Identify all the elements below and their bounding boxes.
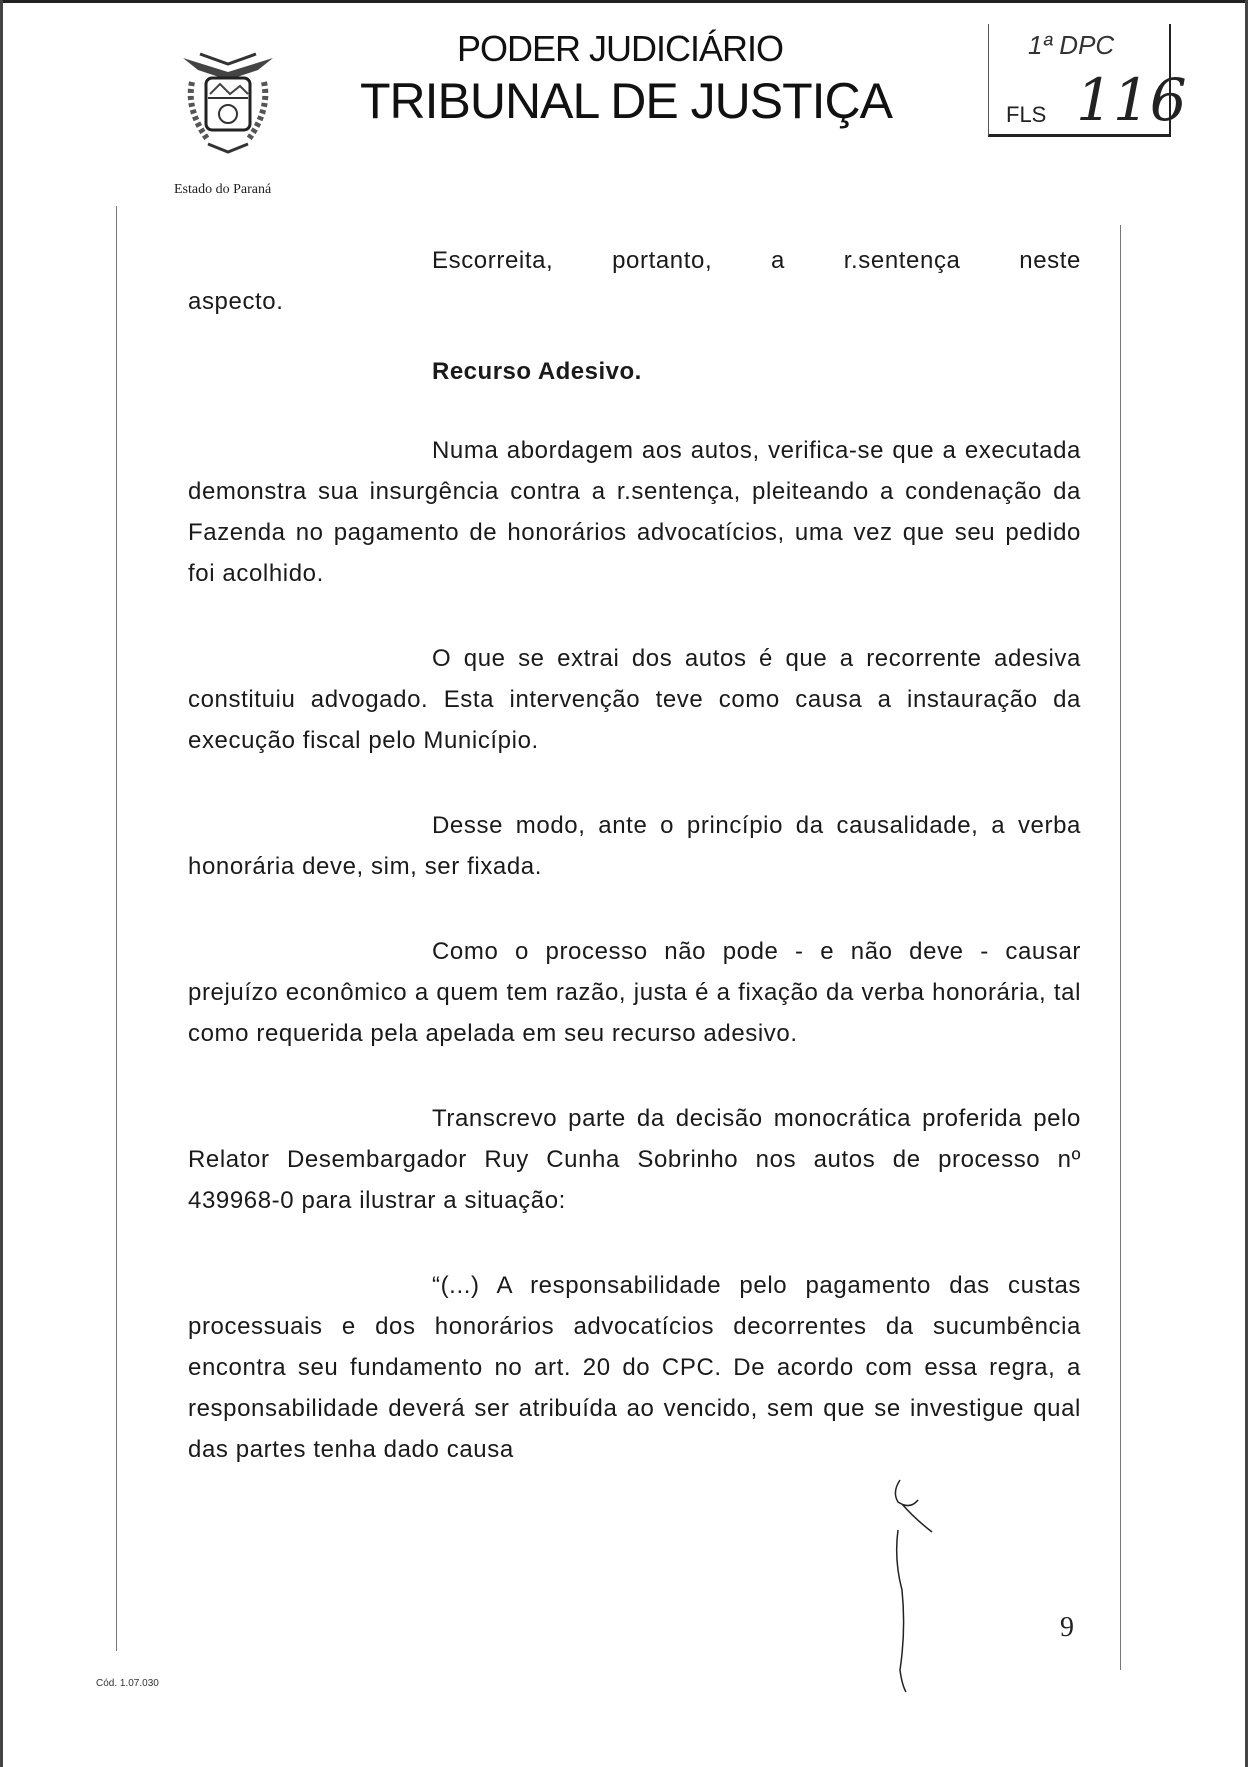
left-margin-rule [116, 206, 117, 1651]
page-number: 9 [1060, 1612, 1074, 1643]
document-body [188, 240, 1081, 1506]
stamp-label: FLS [1006, 102, 1047, 127]
folio-stamp [980, 14, 1187, 144]
paragraph-appeal-summary: Numa abordagem aos autos, verifica-se que a executada demonstra sua insurgência contra a r.sentença, pleiteando a condenação da Fazenda no pagamento de honorários advocatícios, uma vez que seu pedido foi acolhido. [188, 437, 1081, 587]
heading-subtitle: PODER JUDICIÁRIO [456, 28, 784, 69]
paragraph-fees: Como o processo não pode - e não deve - causar prejuízo econômico a quem tem razão, justa é a fixação da verba honorária, tal como requerida pela apelada em seu recurso adesivo. [188, 938, 1081, 1047]
form-code: Cód. 1.07.030 [96, 1678, 159, 1689]
paragraph-causality: Desse modo, ante o princípio da causalidade, a verba honorária deve, sim, ser fixada. [188, 812, 1081, 880]
paragraph-quotation: “(...) A responsabilidade pelo pagamento das custas processuais e dos honorários advocatícios decorrentes da sucumbência encontra seu fundamento no art. 20 do CPC. De acordo com essa regra, a responsabilidade deverá ser atribuída ao vencido, sem que se investigue qual das partes tenha dado causa [188, 1272, 1081, 1463]
right-margin-rule [1120, 225, 1121, 1670]
heading-title: TRIBUNAL DE JUSTIÇA [360, 73, 893, 129]
stamp-division: 1ª DPC [1028, 30, 1115, 60]
page-top-edge [0, 0, 1248, 3]
paragraph-citation-intro: Transcrevo parte da decisão monocrática proferida pelo Relator Desembargador Ruy Cunha Sobrinho nos autos de processo nº 439968-0 para ilustrar a situação: [188, 1105, 1081, 1214]
parana-coat-of-arms-icon [178, 40, 278, 160]
paragraph-facts: O que se extrai dos autos é que a recorrente adesiva constituiu advogado. Esta intervenção teve como causa a instauração da execução fiscal pelo Município. [188, 645, 1081, 754]
page-left-edge [0, 0, 3, 1767]
paragraph-conclusion: Escorreita, portanto, a r.sentença neste aspecto. [188, 247, 1081, 315]
stamp-page-number: 116 [1076, 66, 1187, 134]
state-label: Estado do Paraná [174, 182, 272, 197]
section-heading: Recurso Adesivo. [432, 358, 642, 385]
handwritten-mark-icon [870, 1470, 960, 1695]
